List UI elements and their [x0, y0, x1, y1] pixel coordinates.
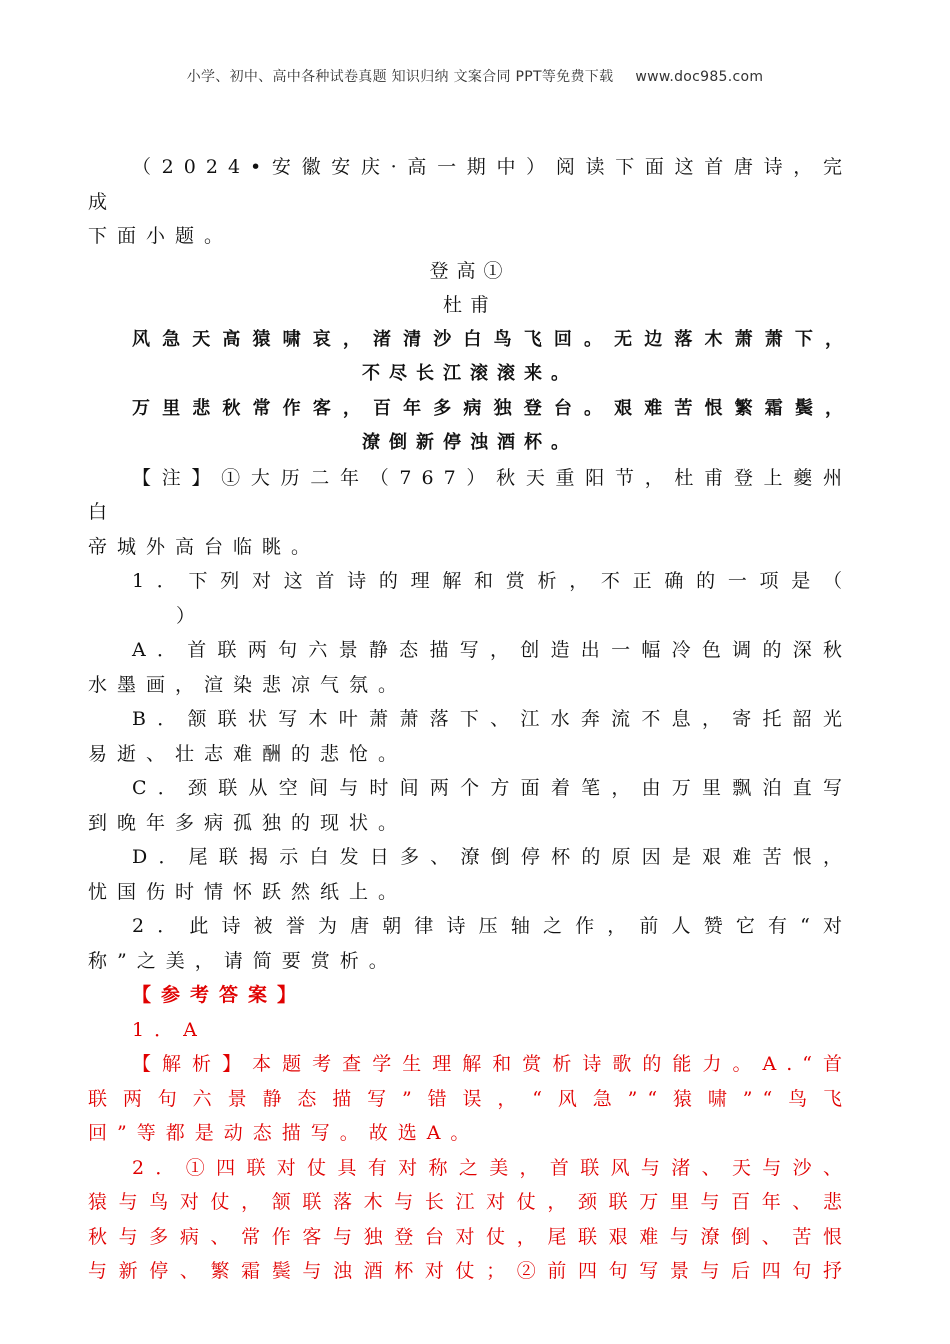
intro-line-2: 下面小题。 — [88, 225, 234, 247]
q1-option-a-line-2: 水墨画，渲染悲凉气氛。 — [88, 673, 408, 696]
analysis-line-3: 回”等都是动态描写。故选A。 — [88, 1122, 480, 1144]
q2-line-1: 2．此诗被誉为唐朝律诗压轴之作，前人赞它有“对 — [132, 915, 852, 937]
document-body — [88, 150, 852, 1289]
note-line-2: 帝城外高台临眺。 — [88, 535, 321, 558]
analysis-line-2: 联两句六景静态描写”错误，“风急”“猿啸”“鸟飞 — [88, 1087, 852, 1110]
poem-author: 杜甫 — [442, 294, 497, 316]
q2-line-2: 称”之美，请简要赏析。 — [88, 949, 398, 972]
q1-option-d-line-2: 忧国伤时情怀跃然纸上。 — [88, 880, 408, 903]
header-text: 小学、初中、高中各种试卷真题 知识归纳 文案合同 PPT等免费下载 — [186, 69, 614, 85]
q1-option-a-line-1: A．首联两句六景静态描写，创造出一幅冷色调的深秋 — [132, 639, 852, 661]
q1-option-b-line-1: B．颔联状写木叶萧萧落下、江水奔流不息，寄托韶光 — [132, 708, 852, 730]
intro-line-1: （2024•安徽安庆·高一期中）阅读下面这首唐诗，完成 — [88, 156, 852, 213]
q1-option-c-line-1: C．颈联从空间与时间两个方面着笔，由万里飘泊直写 — [132, 777, 852, 799]
poem-title: 登高① — [429, 259, 511, 282]
poem-line-3: 万里悲秋常作客，百年多病独登台。艰难苦恨繁霜鬓， — [132, 397, 852, 419]
answer-2-line-4: 与新停、繁霜鬓与浊酒杯对仗；②前四句写景与后四句抒 — [88, 1260, 852, 1282]
q1-option-d-line-1: D．尾联揭示白发日多、潦倒停杯的原因是艰难苦恨， — [132, 846, 852, 868]
header-url[interactable]: www.doc985.com — [635, 69, 764, 85]
answer-2-line-1: 2．①四联对仗具有对称之美，首联风与渚、天与沙、 — [132, 1156, 852, 1179]
answer-2-line-2: 猿与鸟对仗，颔联落木与长江对仗，颈联万里与百年、悲 — [88, 1191, 852, 1213]
analysis-line-1: 【解析】本题考查学生理解和赏析诗歌的能力。A.“首 — [132, 1053, 852, 1075]
q1-stem-line-2: ） — [176, 604, 196, 627]
poem-line-4: 潦倒新停浊酒杯。 — [362, 432, 578, 453]
q1-stem-line-1: 1．下列对这首诗的理解和赏析，不正确的一项是（ — [132, 570, 852, 592]
poem-line-1: 风急天高猿啸哀，渚清沙白鸟飞回。无边落木萧萧下， — [132, 328, 852, 350]
q1-option-c-line-2: 到晚年多病孤独的现状。 — [88, 811, 408, 834]
page-header — [0, 66, 950, 86]
answer-2-line-3: 秋与多病、常作客与独登台对仗，尾联艰难与潦倒、苦恨 — [88, 1225, 852, 1248]
note-line-1: 【注】①大历二年（767）秋天重阳节，杜甫登上夔州白 — [88, 466, 852, 523]
poem-line-2: 不尽长江滚滚来。 — [362, 363, 578, 384]
answer-1: 1．A — [132, 1018, 207, 1041]
answer-heading: 【参考答案】 — [132, 984, 307, 1006]
q1-option-b-line-2: 易逝、壮志难酬的悲怆。 — [88, 742, 408, 765]
